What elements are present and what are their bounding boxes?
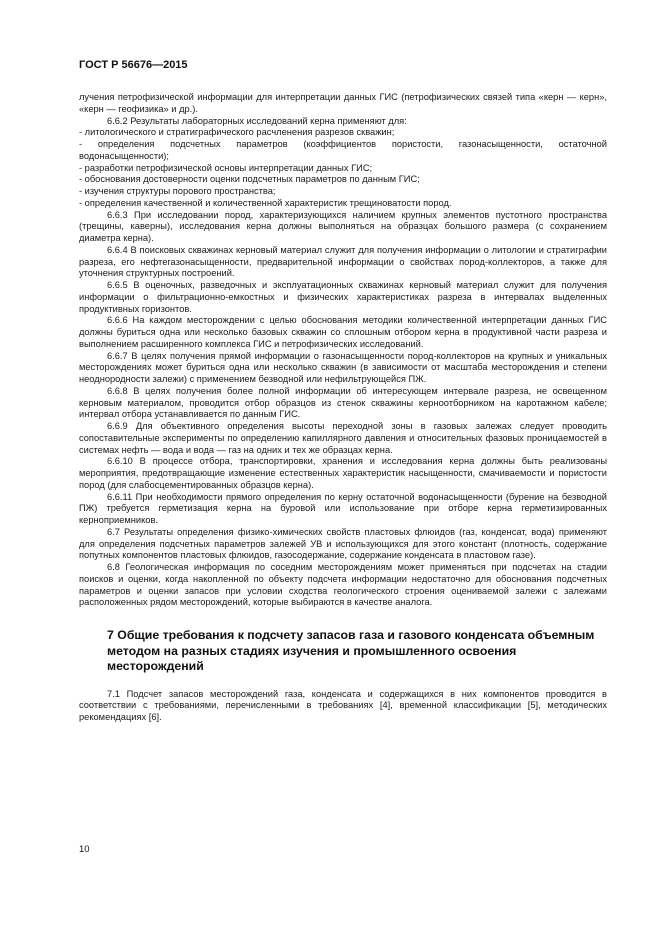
paragraph-6-6-8: 6.6.8 В целях получения более полной информации об интересующем интервале разреза, не освещенном керновым материалом, проводится отбор образцов из стенок скважины керноотборником на каротажном кабеле; интервал отбора устанавливается по данным ГИС. bbox=[79, 385, 607, 420]
standard-header: ГОСТ Р 56676—2015 bbox=[79, 59, 188, 71]
paragraph-7-1: 7.1 Подсчет запасов месторождений газа, конденсата и содержащихся в них компонентов проводится в соответствии с требованиями, перечисленными в требованиях [4], временной классификации [5], методических рекомендациях [6]. bbox=[79, 688, 607, 722]
paragraph-6-7: 6.7 Результаты определения физико-химических свойств пластовых флюидов (газ, конденсат, вода) применяют для определения подсчетных параметров залежей УВ и использующихся для этого констант (плотность, содержание попутных компонентов пластовых флюидов, газосодержание, содержание конденсата в пластовом газе). bbox=[79, 526, 607, 561]
list-item: - определения подсчетных параметров (коэффициентов пористости, газонасыщенности, остаточной водонасыщенности); bbox=[79, 139, 607, 161]
document-body bbox=[79, 92, 607, 724]
paragraph-6-6-11: 6.6.11 При необходимости прямого определения по керну остаточной водонасыщенности (бурение на безводной ПЖ) требуется герметизация керна на буровой или использование при отборе керна герметизированных керноприемников. bbox=[79, 491, 607, 525]
list-item: - разработки петрофизической основы интерпретации данных ГИС; bbox=[79, 162, 373, 173]
paragraph-6-6-3: 6.6.3 При исследовании пород, характеризующихся наличием крупных элементов пустотного пространства (трещины, каверны), исследования керна должны выполняться на образцах большого размера (с сохранением диаметра керна). bbox=[79, 209, 607, 243]
paragraph-6-8: 6.8 Геологическая информация по соседним месторождениям может применяться при подсчетах на стадии поисков и оценки, когда накопленной по объекту подсчета информации недостаточно для обоснования подсчетных параметров и оценки запасов при условии сходства геологического строения оцениваемой залежи с залежами расположенных рядом месторождений, которые выбираются в качестве аналога. bbox=[79, 562, 607, 608]
paragraph-6-6-7: 6.6.7 В целях получения прямой информации о газонасыщенности пород-коллекторов на крупных и уникальных месторождениях может буриться одна или несколько скважин (в зависимости от масштаба месторождения и степени неоднородности залежи) с применением безводной или нефильтрующейся ПЖ. bbox=[79, 350, 607, 384]
paragraph-6-6-6: 6.6.6 На каждом месторождении с целью обоснования методики количественной интерпретации данных ГИС должны буриться одна или несколько базовых скважин со сплошным отбором керна в продуктивной части разреза и выполнением расширенного комплекса ГИС и петрофизических исследований. bbox=[79, 315, 607, 349]
list-item: - определения качественной и количественной характеристик трещиноватости пород. bbox=[79, 197, 452, 208]
paragraph-6-6-10: 6.6.10 В процессе отбора, транспортировки, хранения и исследования керна должны быть реализованы мероприятия, предотвращающие изменение естественных характеристик насыщенности, смачиваемости и пористости пород (для слабосцементированных образцов керна). bbox=[79, 456, 607, 490]
paragraph-6-6-4: 6.6.4 В поисковых скважинах керновый материал служит для получения информации о литологии и стратиграфии разреза, его нефтегазонасыщенности, предварительной информации о свойствах пород-коллекторов, а также для уточнения структурных построений. bbox=[79, 244, 607, 279]
list-item: - обоснования достоверности оценки подсчетных параметров по данным ГИС; bbox=[79, 174, 420, 185]
list-item: - изучения структуры порового пространства; bbox=[79, 186, 276, 196]
page-number: 10 bbox=[79, 844, 90, 855]
paragraph-continuation: лучения петрофизической информации для интерпретации данных ГИС (петрофизических связей типа «керн — керн», «керн — геофизика» и др.). bbox=[79, 92, 607, 114]
section-7-heading: 7 Общие требования к подсчету запасов газа и газового конденсата объемным методом на разных стадиях изучения и промышленного освоения месторождений bbox=[107, 628, 595, 673]
paragraph-6-6-9: 6.6.9 Для объективного определения высоты переходной зоны в газовых залежах следует проводить сопоставительные эксперименты по определению капиллярного давления и относительных фазовых проницаемостей в системах нефть — вода и вода — газ на одних и тех же образцах керна. bbox=[79, 421, 607, 455]
paragraph-6-6-2: 6.6.2 Результаты лабораторных исследований керна применяют для: bbox=[107, 115, 407, 126]
paragraph-6-6-5: 6.6.5 В оценочных, разведочных и эксплуатационных скважинах керновый материал служит для получения информации о фильтрационно-емкостных и физических характеристиках разреза в интервалах выделенных продуктивных горизонтов. bbox=[79, 280, 607, 314]
list-item: - литологического и стратиграфического расчленения разрезов скважин; bbox=[79, 127, 395, 138]
